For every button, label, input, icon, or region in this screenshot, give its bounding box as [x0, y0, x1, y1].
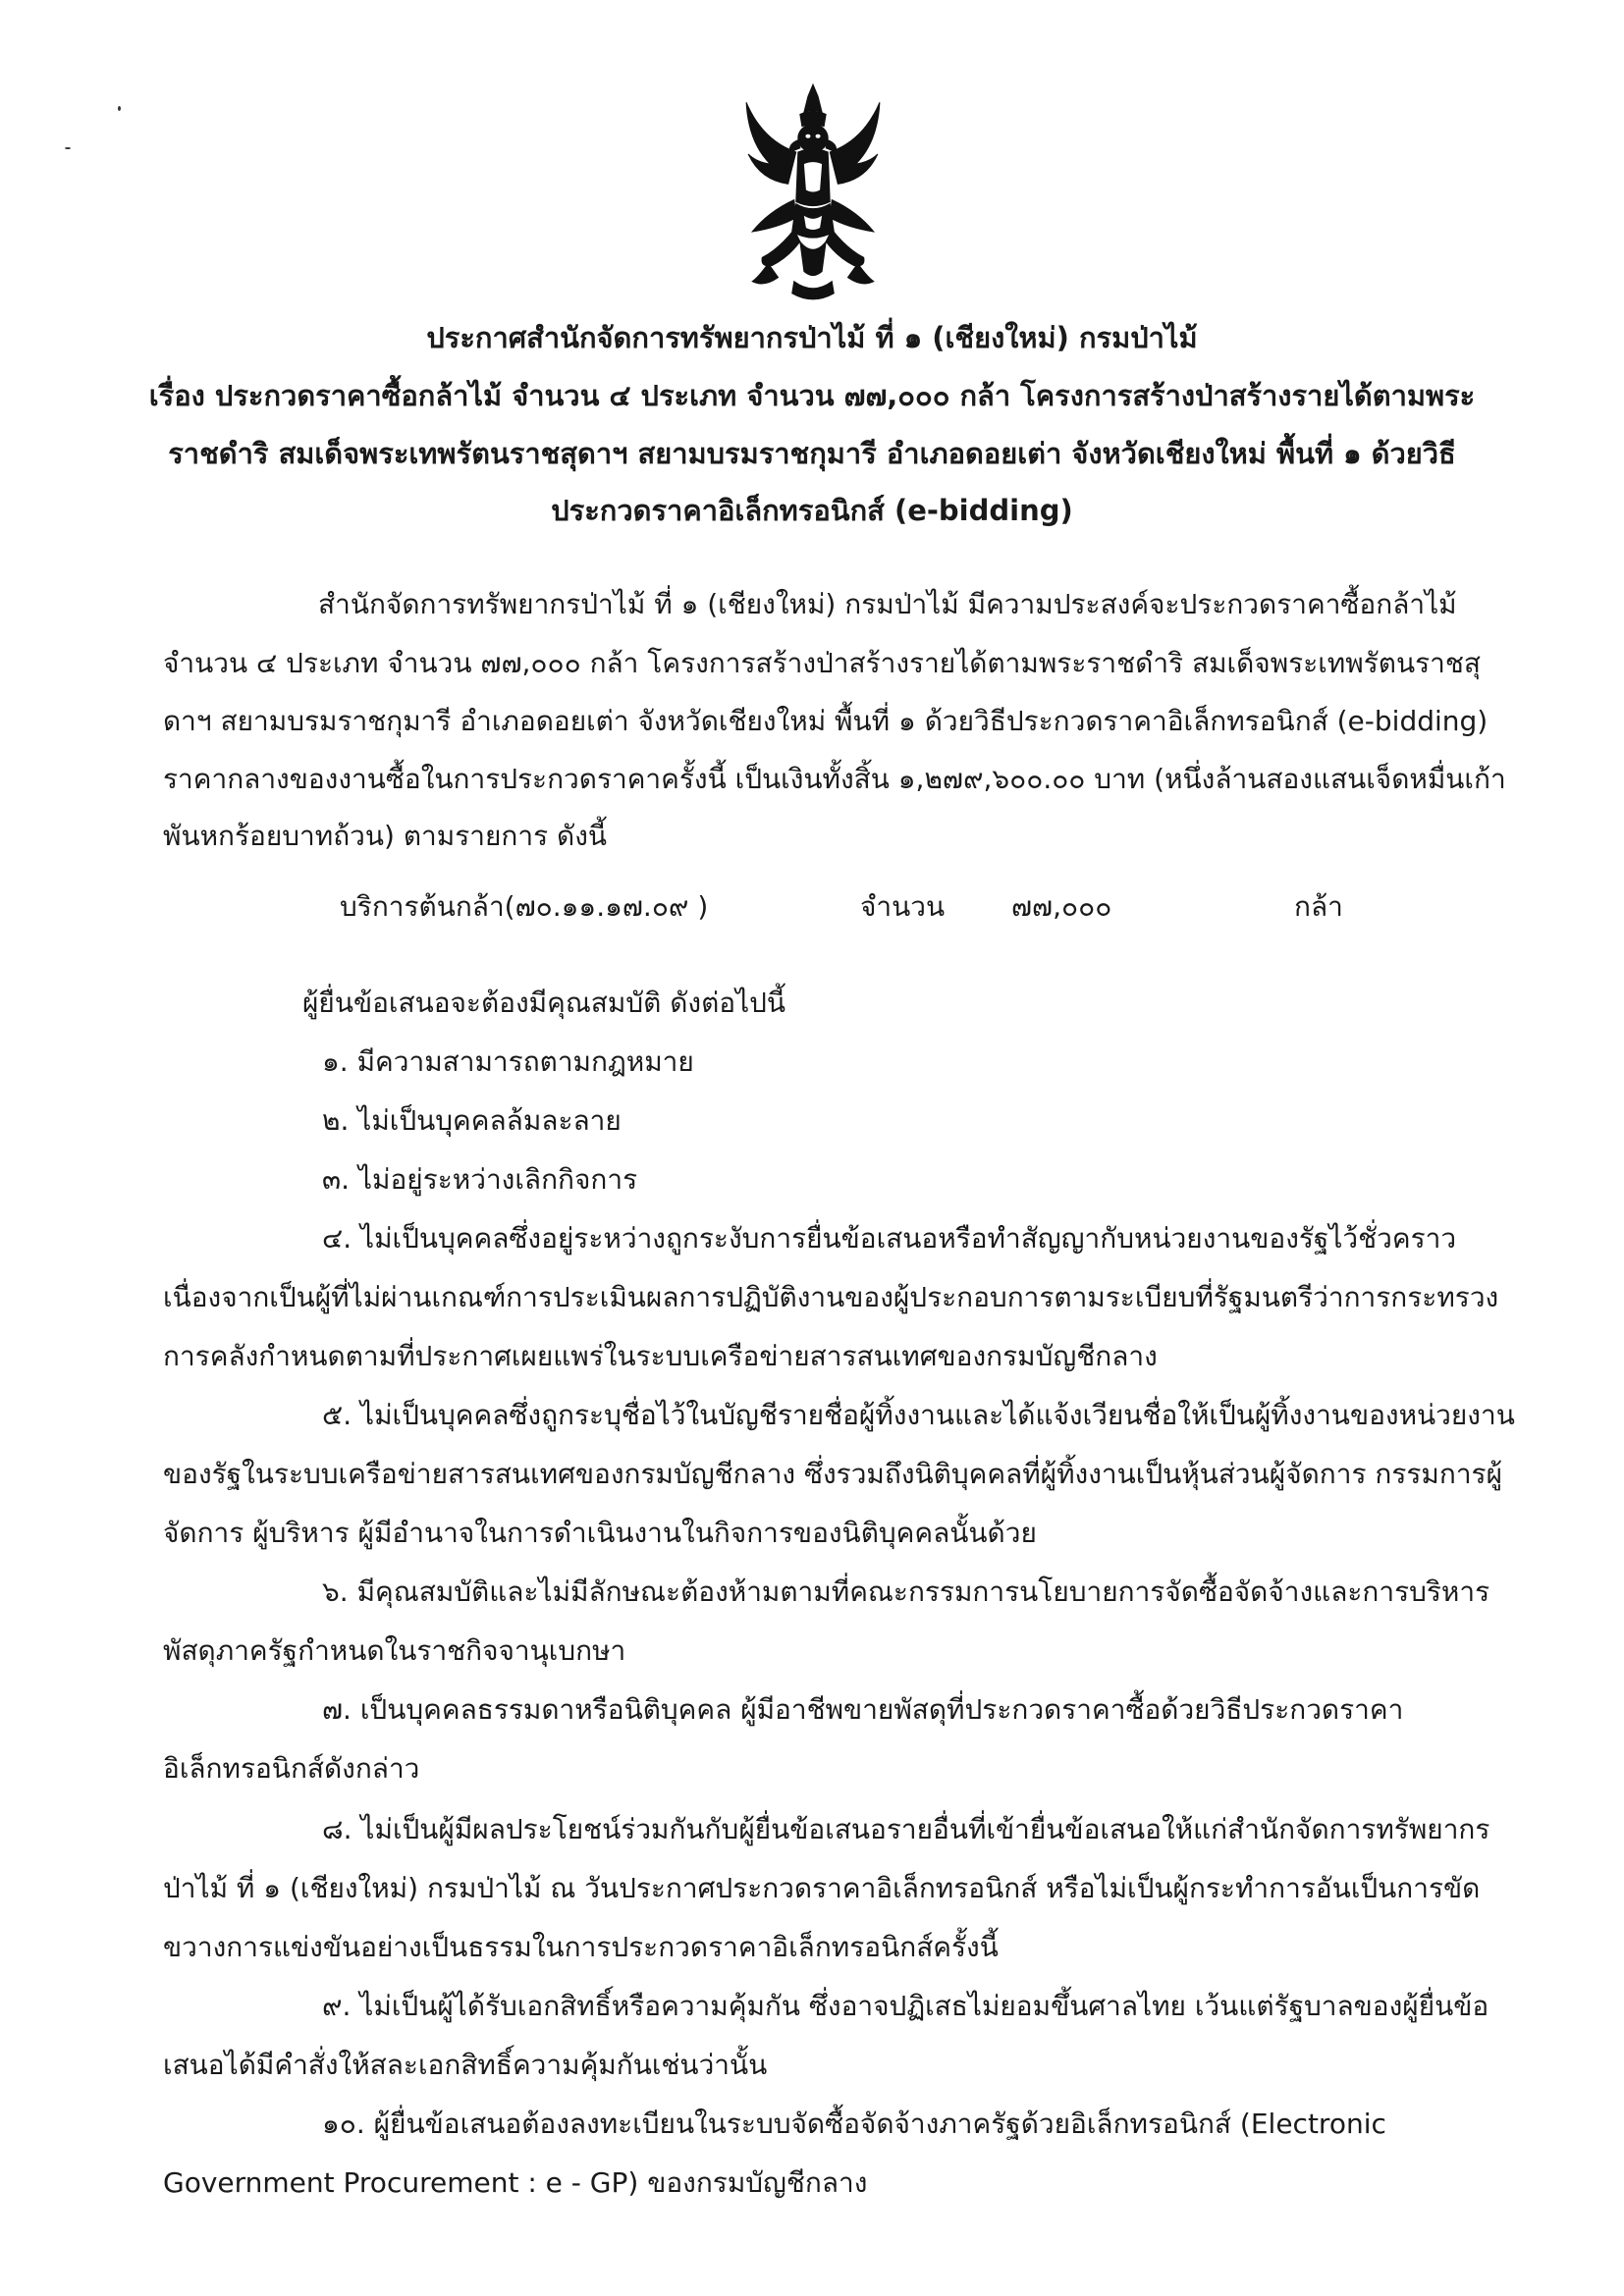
qualification-1: ๑. มีความสามารถตามกฎหมาย — [322, 1045, 694, 1078]
subject-line-1: เรื่อง ประกวดราคาซื้อกล้าไม้ จำนวน ๔ ประเภท จำนวน ๗๗,๐๐๐ กล้า โครงการสร้างป่าสร้างรายได้ตามพระ — [148, 379, 1476, 412]
qualification-8-cont: ขวางการแข่งขันอย่างเป็นธรรมในการประกวดราคาอิเล็กทรอนิกส์ครั้งนี้ — [163, 1931, 999, 1963]
intro-line: ดาฯ สยามบรมราชกุมารี อำเภอดอยเต่า จังหวัดเชียงใหม่ พื้นที่ ๑ ด้วยวิธีประกวดราคาอิเล็กทรอนิกส์ (e-bidding) — [163, 705, 1489, 737]
qualification-8: ๘. ไม่เป็นผู้มีผลประโยชน์ร่วมกันกับผู้ยื่นข้อเสนอรายอื่นที่เข้ายื่นข้อเสนอให้แก่สำนักจัดการทรัพยากร — [322, 1813, 1490, 1845]
qualification-4: ๔. ไม่เป็นบุคคลซึ่งอยู่ระหว่างถูกระงับการยื่นข้อเสนอหรือทำสัญญากับหน่วยงานของรัฐไว้ชั่วคราว — [322, 1222, 1457, 1255]
scan-speck — [65, 147, 71, 149]
scan-speck — [118, 106, 121, 111]
qualification-3: ๓. ไม่อยู่ระหว่างเลิกกิจการ — [322, 1163, 638, 1196]
intro-line: จำนวน ๔ ประเภท จำนวน ๗๗,๐๐๐ กล้า โครงการสร้างป่าสร้างรายได้ตามพระราชดำริ สมเด็จพระเทพรัตนราชสุ — [163, 647, 1481, 679]
qualification-4-cont: เนื่องจากเป็นผู้ที่ไม่ผ่านเกณฑ์การประเมินผลการปฏิบัติงานของผู้ประกอบการตามระเบียบที่รัฐมนตรีว่าการกระทรวง — [163, 1281, 1499, 1313]
qualification-5-cont: จัดการ ผู้บริหาร ผู้มีอำนาจในการดำเนินงานในกิจการของนิติบุคคลนั้นด้วย — [163, 1517, 1037, 1549]
intro-line: สำนักจัดการทรัพยากรป่าไม้ ที่ ๑ (เชียงใหม่) กรมป่าไม้ มีความประสงค์จะประกวดราคาซื้อกล้าไม้ — [318, 588, 1457, 620]
qualification-5: ๕. ไม่เป็นบุคคลซึ่งถูกระบุชื่อไว้ในบัญชีรายชื่อผู้ทิ้งงานและได้แจ้งเวียนชื่อให้เป็นผู้ทิ้งงานของหน่วยงาน — [322, 1399, 1515, 1431]
subject-line-2: ราชดำริ สมเด็จพระเทพรัตนราชสุดาฯ สยามบรมราชกุมารี อำเภอดอยเต่า จังหวัดเชียงใหม่ พื้นที่ ๑ ด้วยวิธี — [168, 437, 1456, 470]
qualification-6: ๖. มีคุณสมบัติและไม่มีลักษณะต้องห้ามตามที่คณะกรรมการนโยบายการจัดซื้อจัดจ้างและการบริหาร — [322, 1575, 1490, 1608]
qualification-5-cont: ของรัฐในระบบเครือข่ายสารสนเทศของกรมบัญชีกลาง ซึ่งรวมถึงนิติบุคคลที่ผู้ทิ้งงานเป็นหุ้นส่วนผู้จัดการ กรรมการผู้ — [163, 1458, 1503, 1490]
qualification-10: ๑๐. ผู้ยื่นข้อเสนอต้องลงทะเบียนในระบบจัดซื้อจัดจ้างภาครัฐด้วยอิเล็กทรอนิกส์ (Electronic — [322, 2108, 1386, 2140]
qualification-8-cont: ป่าไม้ ที่ ๑ (เชียงใหม่) กรมป่าไม้ ณ วันประกาศประกวดราคาอิเล็กทรอนิกส์ หรือไม่เป็นผู้กระทำการอันเป็นการขัด — [163, 1872, 1481, 1904]
garuda-emblem-icon — [738, 82, 888, 306]
qualification-9-cont: เสนอได้มีคำสั่งให้สละเอกสิทธิ์ความคุ้มกันเช่นว่านั้น — [163, 2049, 768, 2081]
qualification-6-cont: พัสดุภาครัฐกำหนดในราชกิจจานุเบกษา — [163, 1634, 626, 1667]
item-unit: กล้า — [1294, 890, 1343, 923]
qualification-10-cont: Government Procurement : e - GP) ของกรมบัญชีกลาง — [163, 2166, 868, 2199]
item-name: บริการต้นกล้า(๗๐.๑๑.๑๗.๐๙ ) — [340, 890, 709, 923]
qualification-7-cont: อิเล็กทรอนิกส์ดังกล่าว — [163, 1752, 420, 1785]
intro-line: ราคากลางของงานซื้อในการประกวดราคาครั้งนี้ เป็นเงินทั้งสิ้น ๑,๒๗๙,๖๐๐.๐๐ บาท (หนึ่งล้านสองแสนเจ็ดหมื่นเก้า — [163, 763, 1506, 795]
intro-line: พันหกร้อยบาทถ้วน) ตามรายการ ดังนี้ — [163, 820, 608, 852]
item-quantity-label: จำนวน — [860, 890, 946, 923]
qualifications-heading: ผู้ยื่นข้อเสนอจะต้องมีคุณสมบัติ ดังต่อไปนี้ — [302, 987, 786, 1019]
qualification-2: ๒. ไม่เป็นบุคคลล้มละลาย — [322, 1104, 622, 1137]
qualification-7: ๗. เป็นบุคคลธรรมดาหรือนิติบุคคล ผู้มีอาชีพขายพัสดุที่ประกวดราคาซื้อด้วยวิธีประกวดราคา — [322, 1693, 1404, 1726]
item-quantity: ๗๗,๐๐๐ — [1011, 890, 1112, 923]
announcement-title: ประกาศสำนักจัดการทรัพยากรป่าไม้ ที่ ๑ (เชียงใหม่) กรมป่าไม้ — [426, 321, 1198, 354]
qualification-9: ๙. ไม่เป็นผู้ได้รับเอกสิทธิ์หรือความคุ้มกัน ซึ่งอาจปฏิเสธไม่ยอมขึ้นศาลไทย เว้นแต่รัฐบาลของผู้ยื่นข้อ — [322, 1990, 1489, 2022]
qualification-4-cont: การคลังกำหนดตามที่ประกาศเผยแพร่ในระบบเครือข่ายสารสนเทศของกรมบัญชีกลาง — [163, 1340, 1158, 1372]
subject-line-3: ประกวดราคาอิเล็กทรอนิกส์ (e-bidding) — [551, 494, 1073, 527]
